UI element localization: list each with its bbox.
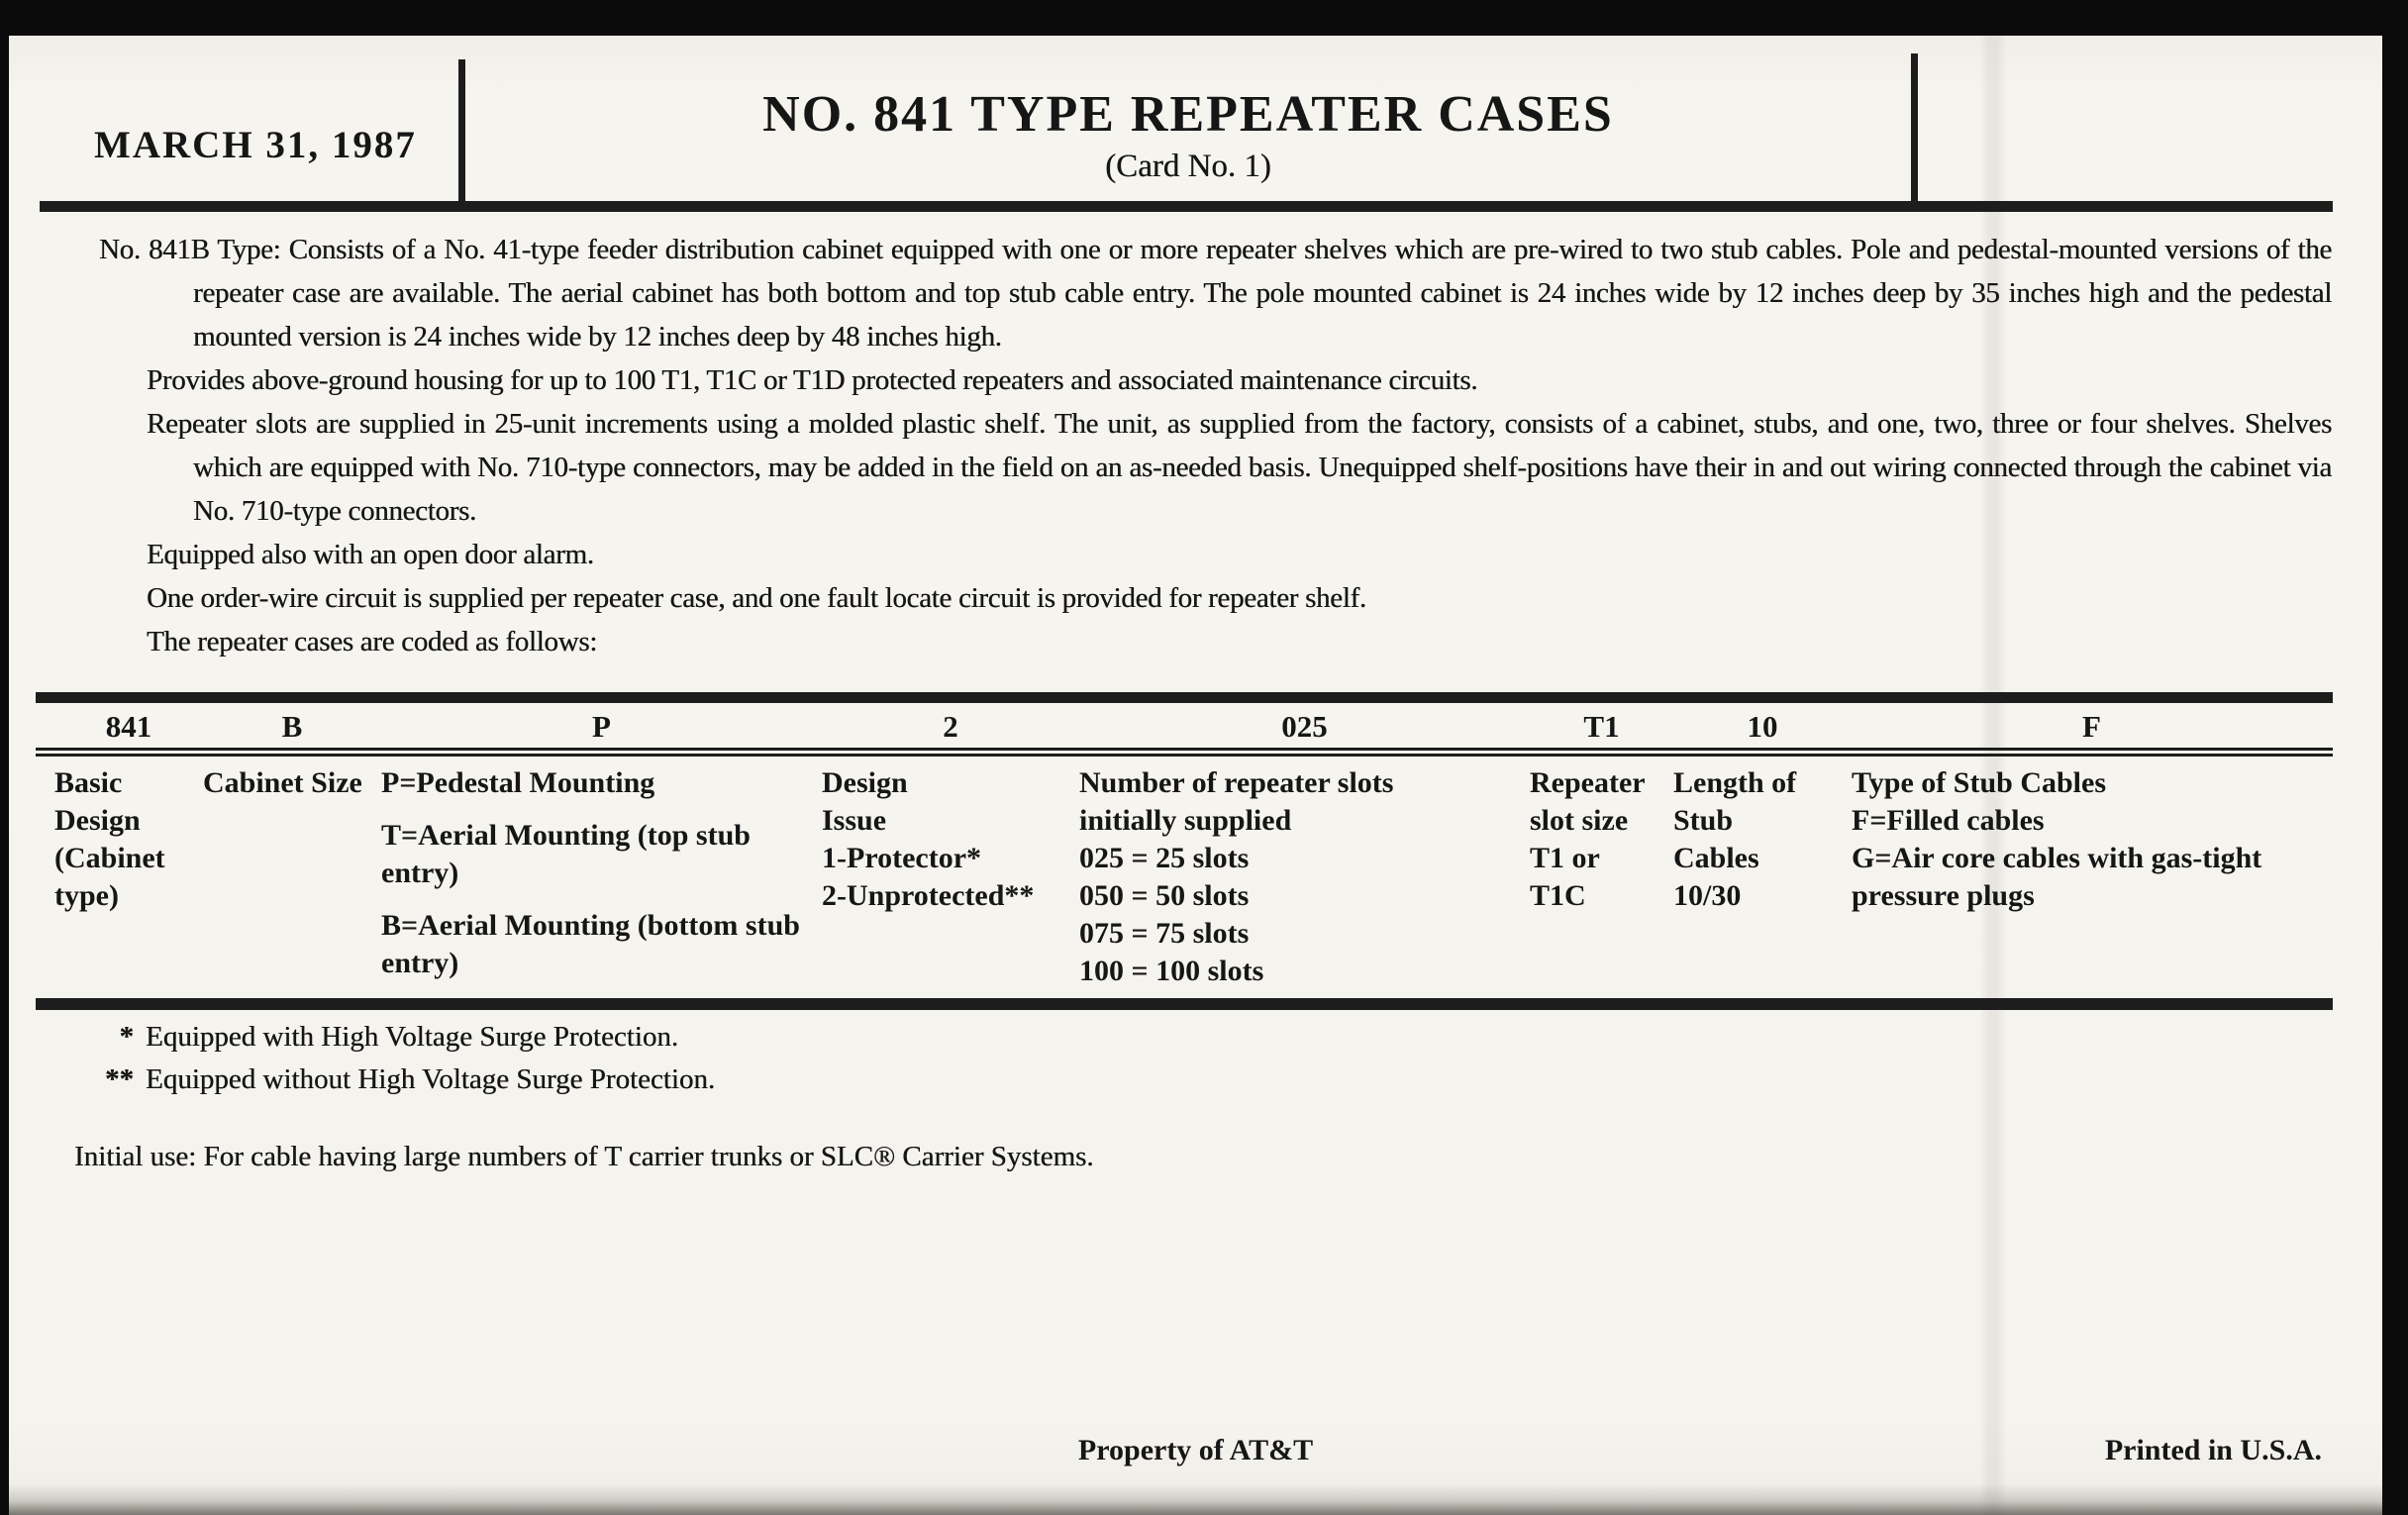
paragraph-841b-type: No. 841B Type: Consists of a No. 41-type feeder distribution cabinet equipped with one or more repeater shelves which are pre-wired to two stub cables. Pole and pedestal-mounted versions of the repeater case are available. The aerial cabinet has both bottom and top stub cable entry. The pole mounted cabinet is 24 inches wide by 12 inches deep by 35 inches high and the pedestal mounted version is 24 inches wide by 12 inches deep by 48 inches high.: [99, 234, 2332, 353]
column-slot-size: [1530, 764, 1673, 915]
column-stub-type: [1852, 764, 2332, 915]
cell-text: 10/30: [1673, 879, 1742, 912]
cell-text: G=Air core cables with gas-tight pressure plugs: [1852, 842, 2262, 912]
footnotes: [84, 1017, 1470, 1102]
column-cabinet-size: [203, 764, 381, 802]
code-table-header-row: [54, 709, 2332, 745]
code-mounting: P: [592, 709, 611, 744]
cell-text: Type of Stub Cables: [1852, 766, 2106, 799]
footnote-marker: *: [119, 1021, 134, 1053]
column-basic-design: [54, 764, 203, 915]
document-subtitle: (Card No. 1): [1105, 149, 1271, 184]
cell-text: 025 = 25 slots: [1079, 842, 1250, 874]
code-cabinet-size: B: [281, 709, 303, 744]
column-design-issue: [822, 764, 1079, 915]
column-stub-length: [1673, 764, 1852, 915]
footer-property-notice: Property of AT&T: [1077, 1434, 1314, 1466]
paragraph-door-alarm: Equipped also with an open door alarm.: [147, 539, 594, 570]
masthead-rule: [40, 201, 2333, 212]
footer-printed-notice: Printed in U.S.A.: [2104, 1434, 2322, 1466]
footnote-text: Equipped without High Voltage Surge Protection.: [146, 1063, 716, 1095]
cell-text: Length of: [1673, 766, 1797, 799]
code-table-top-rule: [36, 692, 2333, 703]
cell-text: Issue: [822, 804, 887, 837]
code-stub-type: F: [2082, 709, 2101, 744]
code-table-body-row: [54, 764, 2332, 990]
cell-text: Stub: [1673, 804, 1734, 837]
footnote-marker: **: [105, 1063, 134, 1095]
document-title: NO. 841 TYPE REPEATER CASES: [762, 86, 1614, 143]
cell-text: Design: [822, 766, 908, 799]
cell-text: Cables: [1673, 842, 1759, 874]
code-design-issue: 2: [943, 709, 958, 744]
cell-text: Basic Design (Cabinet type): [54, 766, 165, 912]
masthead-divider-right: [1911, 53, 1918, 204]
scan-edge-top: [0, 0, 2408, 36]
cell-text: P=Pedestal Mounting: [381, 766, 655, 799]
cell-text: T1 or: [1530, 842, 1600, 874]
cell-text: 100 = 100 slots: [1079, 955, 1264, 987]
cell-text: T1C: [1530, 879, 1586, 912]
cell-text: 1-Protector*: [822, 842, 982, 874]
footnote-protector: [84, 1017, 1470, 1057]
column-mounting: [381, 764, 822, 982]
code-table-header-rule: [36, 748, 2333, 757]
column-slot-count: [1079, 764, 1530, 990]
code-basic-design: 841: [105, 709, 152, 744]
code-stub-length: 10: [1747, 709, 1778, 744]
paragraph-housing: Provides above-ground housing for up to 100 T1, T1C or T1D protected repeaters and associated maintenance circuits.: [147, 364, 1478, 396]
cell-text: Cabinet Size: [203, 766, 362, 799]
cell-text: initially supplied: [1079, 804, 1292, 837]
cell-text: slot size: [1530, 804, 1629, 837]
paragraph-coded-as: The repeater cases are coded as follows:: [147, 626, 597, 657]
cell-text: F=Filled cables: [1852, 804, 2045, 837]
initial-use-note: Initial use: For cable having large numbers of T carrier trunks or SLC® Carrier Systems.: [74, 1141, 1094, 1172]
code-table-bottom-rule: [36, 998, 2333, 1010]
cell-text: B=Aerial Mounting (bottom stub entry): [381, 909, 800, 979]
paragraph-order-wire: One order-wire circuit is supplied per repeater case, and one fault locate circuit is provided for repeater shelf.: [147, 582, 1366, 614]
cell-text: T=Aerial Mounting (top stub entry): [381, 819, 751, 889]
cell-text: Repeater: [1530, 766, 1646, 799]
masthead-divider-left: [458, 59, 465, 204]
scan-edge-right: [2382, 0, 2408, 1515]
scan-edge-left: [0, 0, 9, 1515]
code-slot-size: T1: [1583, 709, 1620, 744]
footnote-unprotected: [84, 1060, 1470, 1099]
description-section: [99, 228, 2332, 663]
cell-text: 2-Unprotected**: [822, 879, 1035, 912]
footnote-text: Equipped with High Voltage Surge Protection.: [146, 1021, 679, 1053]
issue-date: MARCH 31, 1987: [94, 124, 417, 166]
paragraph-slots: Repeater slots are supplied in 25-unit increments using a molded plastic shelf. The unit, as supplied from the factory, consists of a cabinet, stubs, and one, two, three or four shelves. Shelves which are equipped with No. 710-type connectors, may be added in the field on an as-needed basis. Unequipped shelf-positions have their in and out wiring connected through the cabinet via No. 710-type connectors.: [147, 408, 2332, 527]
scan-bottom-shadow: [9, 1483, 2382, 1515]
cell-text: 050 = 50 slots: [1079, 879, 1250, 912]
cell-text: 075 = 75 slots: [1079, 917, 1250, 950]
cell-text: Number of repeater slots: [1079, 766, 1394, 799]
code-slot-count: 025: [1281, 709, 1328, 744]
